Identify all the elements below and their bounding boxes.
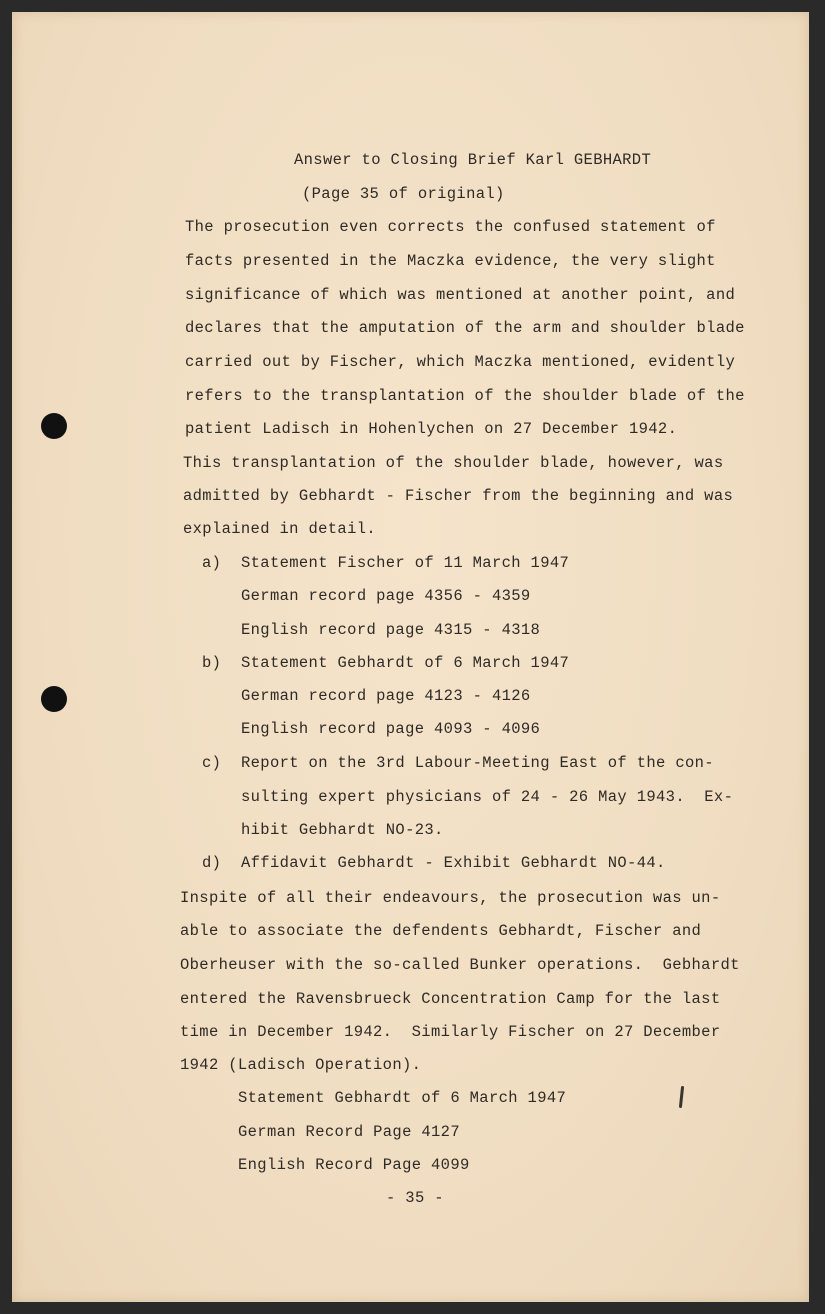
paragraph-line: explained in detail. [183, 520, 377, 538]
list-item-line: English record page 4093 - 4096 [241, 720, 541, 738]
list-item-line: hibit Gebhardt NO-23. [241, 821, 444, 839]
paragraph-line: able to associate the defendents Gebhardt, Fischer and [180, 922, 702, 940]
paragraph-line: Inspite of all their endeavours, the prosecution was un- [180, 889, 721, 907]
reference-line: English Record Page 4099 [238, 1156, 470, 1174]
list-item-line: Affidavit Gebhardt - Exhibit Gebhardt NO-44. [241, 854, 666, 872]
paragraph-line: carried out by Fischer, which Maczka mentioned, evidently [185, 353, 736, 371]
pen-mark [679, 1086, 684, 1108]
document-subtitle: (Page 35 of original) [302, 185, 505, 203]
list-marker: d) [202, 854, 222, 872]
paragraph-line: facts presented in the Maczka evidence, the very slight [185, 252, 716, 270]
paragraph-line: refers to the transplantation of the shoulder blade of the [185, 387, 745, 405]
paragraph-line: time in December 1942. Similarly Fischer on 27 December [180, 1023, 721, 1041]
page-number: - 35 - [386, 1189, 444, 1207]
paragraph-line: The prosecution even corrects the confused statement of [185, 218, 716, 236]
reference-line: German Record Page 4127 [238, 1123, 460, 1141]
punch-hole-lower [41, 686, 67, 712]
list-item-line: German record page 4123 - 4126 [241, 687, 531, 705]
punch-hole-upper [41, 413, 67, 439]
reference-line: Statement Gebhardt of 6 March 1947 [238, 1089, 567, 1107]
paragraph-line: significance of which was mentioned at another point, and [185, 286, 736, 304]
document-title: Answer to Closing Brief Karl GEBHARDT [294, 151, 652, 169]
list-item-line: Statement Fischer of 11 March 1947 [241, 554, 570, 572]
list-marker: c) [202, 754, 222, 772]
list-item-line: Statement Gebhardt of 6 March 1947 [241, 654, 570, 672]
paragraph-line: Oberheuser with the so-called Bunker operations. Gebhardt [180, 956, 740, 974]
list-item-line: sulting expert physicians of 24 - 26 May 1943. Ex- [241, 788, 734, 806]
list-marker: a) [202, 554, 222, 572]
paragraph-line: patient Ladisch in Hohenlychen on 27 December 1942. [185, 420, 678, 438]
document-page [12, 12, 809, 1302]
list-item-line: English record page 4315 - 4318 [241, 621, 541, 639]
paragraph-line: admitted by Gebhardt - Fischer from the beginning and was [183, 487, 734, 505]
list-marker: b) [202, 654, 222, 672]
list-item-line: Report on the 3rd Labour-Meeting East of the con- [241, 754, 714, 772]
paragraph-line: 1942 (Ladisch Operation). [180, 1056, 422, 1074]
paragraph-line: entered the Ravensbrueck Concentration Camp for the last [180, 990, 721, 1008]
list-item-line: German record page 4356 - 4359 [241, 587, 531, 605]
paragraph-line: declares that the amputation of the arm and shoulder blade [185, 319, 745, 337]
paragraph-line: This transplantation of the shoulder blade, however, was [183, 454, 724, 472]
